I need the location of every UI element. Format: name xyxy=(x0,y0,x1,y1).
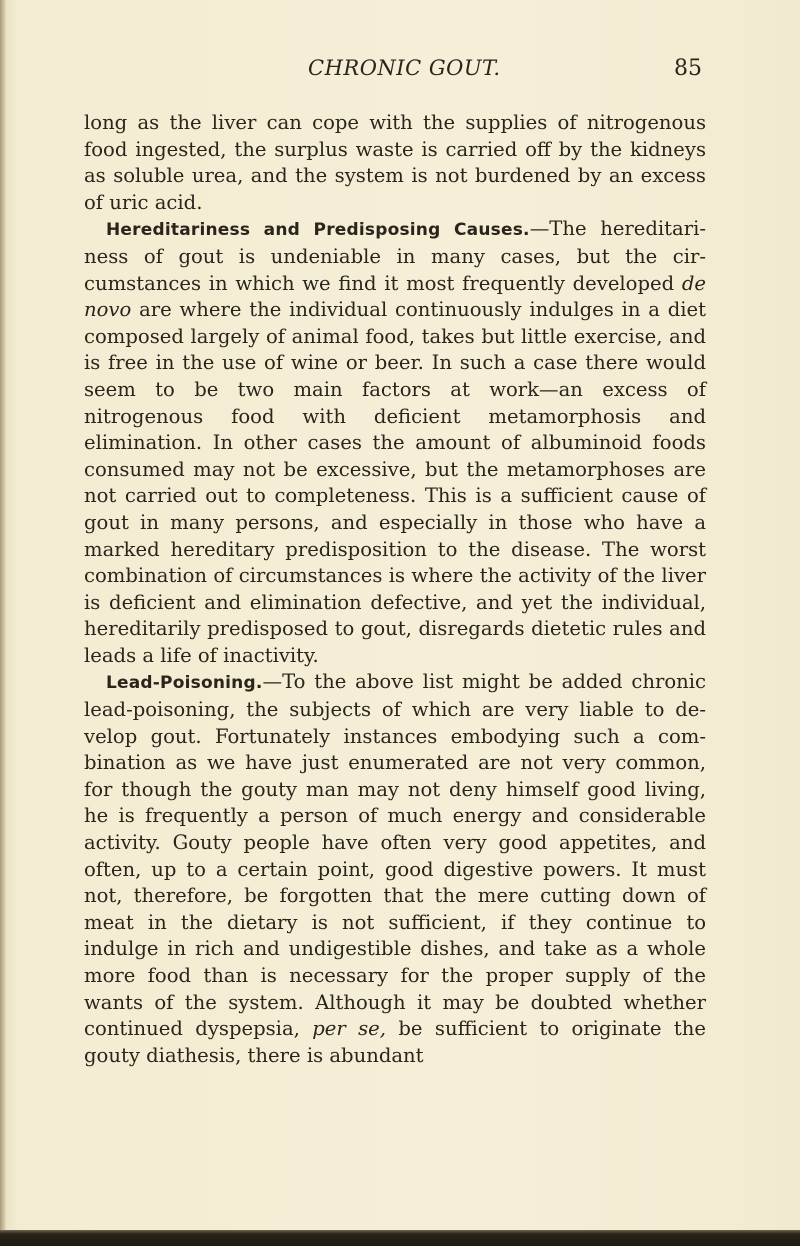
paragraph-hereditariness xyxy=(84,216,706,669)
paragraph-lead-poisoning xyxy=(84,669,706,1069)
paragraph-text: —The hereditariness of gout is undeniable in many cases, but the circumstances in which we find it most frequently developed xyxy=(84,217,706,295)
paragraph-text: be sufficient to originate the gouty diathesis, there is abundant xyxy=(84,1017,706,1067)
section-heading-hereditariness: Hereditariness and Predisposing Causes. xyxy=(106,220,530,241)
page-binding-edge xyxy=(0,0,6,1246)
italic-phrase: per se, xyxy=(312,1017,387,1041)
body-text xyxy=(84,110,706,1069)
section-heading-lead-poisoning: Lead-Poisoning. xyxy=(106,673,263,694)
paragraph-text: long as the liver can cope with the supplies of nitrogenous food ingested, the surplus waste is carried off by the kidneys as soluble urea, and the system is not burdened by an excess of uric acid. xyxy=(84,111,706,214)
italic-phrase: de novo xyxy=(84,271,706,322)
running-head xyxy=(90,56,702,90)
chapter-title: CHRONIC GOUT. xyxy=(308,56,501,80)
paragraph-text: —To the above list might be added chronic lead-poisoning, the subjects of which are very liable to develop gout. Fortunately instances embodying such a combination as we have just enumerated are not very common, for though the gouty man may not deny himself good living, he is frequently a person of much energy and considerable activity. Gouty people have often very good appetites, and often, up to a certain point, good digestive powers. It must not, therefore, be forgotten that the mere cutting down of meat in the dietary is not sufficient, if they continue to indulge in rich and undigestible dishes, and take as a whole more food than is necessary for the proper supply of the wants of the system. Although it may be doubted whether continued dyspepsia, xyxy=(84,670,706,1041)
paragraph-continuation xyxy=(84,110,706,216)
page-bottom-shadow xyxy=(0,1230,800,1246)
page-number: 85 xyxy=(674,56,702,81)
paragraph-text: are where the individual continuously indulges in a diet composed largely of animal food, takes but little exercise, and is free in the use of wine or beer. In such a case there would seem to be two main factors at work—an excess of nitrogenous food with deficient metamorphosis and elimination. In other cases the amount of albuminoid foods consumed may not be excessive, but the metamorphoses are not carried out to completeness. This is a sufficient cause of gout in many persons, and especially in those who have a marked hereditary predisposition to the disease. The worst combination of circumstances is where the activity of the liver is deficient and elimination defective, and yet the individual, hereditarily predisposed to gout, disregards dietetic rules and leads a life of inactivity. xyxy=(84,298,706,667)
